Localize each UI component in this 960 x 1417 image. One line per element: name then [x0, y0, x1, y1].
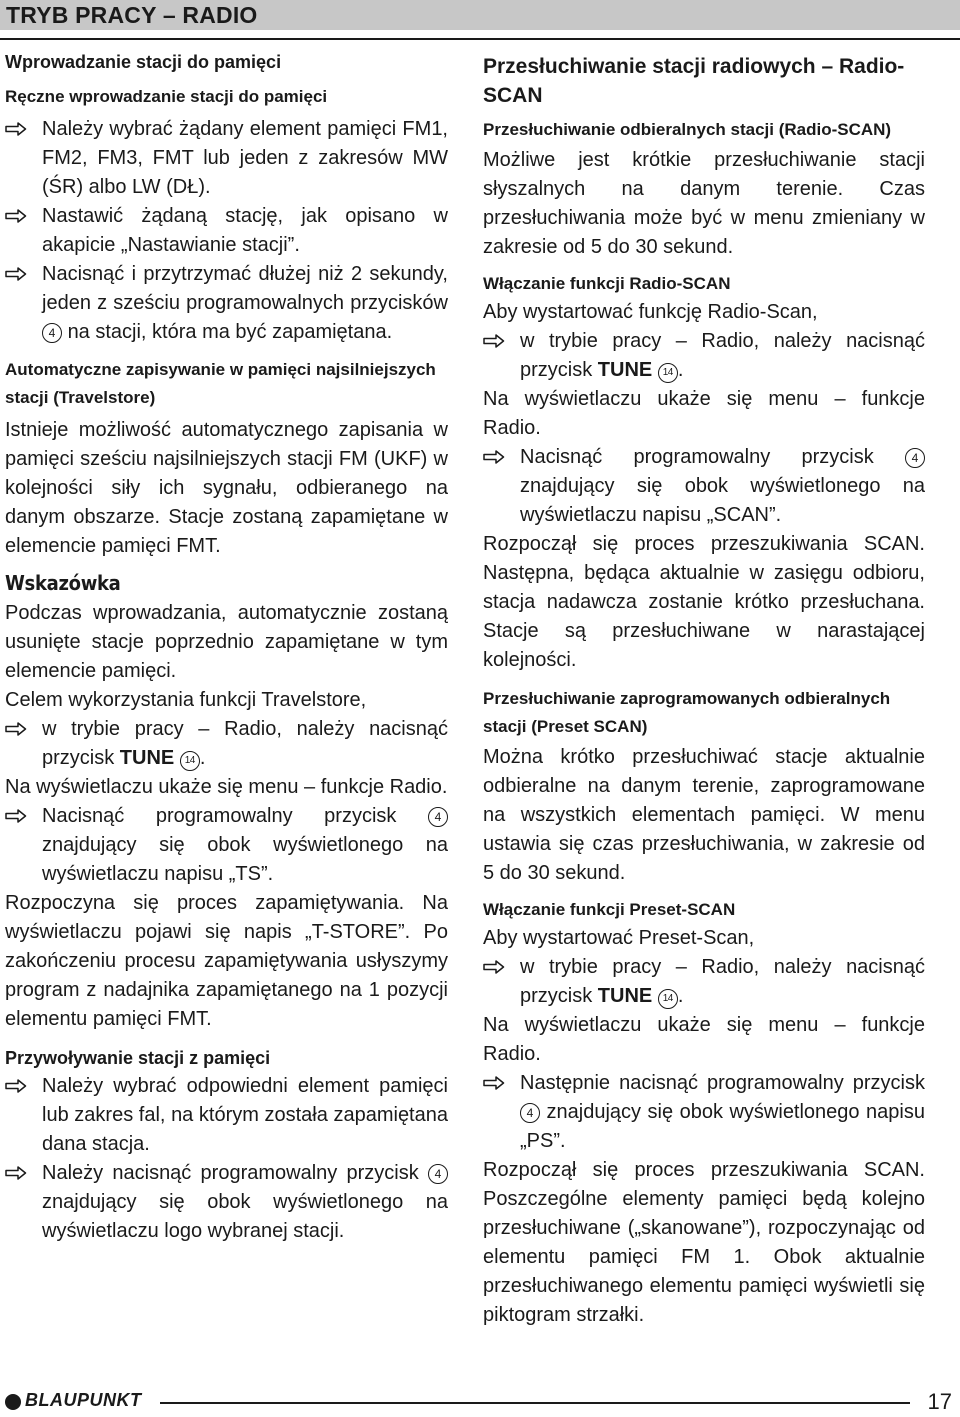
heading-travelstore: Automatyczne zapisywanie w pamięci najsilniejszych stacji (Travelstore) — [5, 360, 436, 407]
bullet-text: Nastawić żądaną stację, jak opisano w akapicie „Nastawianie stacji”. — [42, 205, 448, 256]
brand-logo: BLAUPUNKT — [25, 1390, 142, 1410]
heading-manual-storing: Ręczne wprowadzanie stacji do pamięci — [5, 87, 328, 106]
footer-rule — [160, 1402, 910, 1404]
paragraph: Aby wystartować funkcję Radio-Scan, — [483, 301, 818, 323]
softkey-ref: 4 — [905, 448, 925, 468]
arrow-right-icon — [5, 809, 27, 823]
bullet-text: w trybie pracy – Radio, należy nacisnąć przycisk — [520, 330, 925, 381]
paragraph: Celem wykorzystania funkcji Travelstore, — [5, 689, 367, 711]
heading-preset-scan: Przesłuchiwanie zaprogramowanych odbieralnych stacji (Preset SCAN) — [483, 689, 891, 736]
bullet-item — [5, 1159, 448, 1246]
paragraph: Rozpoczął się proces przeszukiwania SCAN. Poszczególne elementy pamięci będą kolejno przesłuchiwane („skanowane”), rozpoczynając od elementu pamięci FM 1. Obok aktualnie przesłuchiwanego elementu pamięci wyświetli się piktogram strzałki. — [483, 1159, 925, 1326]
bullet-text: znajdujący się obok wyświetlonego na wyświetlaczu napisu „TS”. — [42, 834, 448, 885]
arrow-right-icon — [483, 334, 505, 348]
bullet-text: w trybie pracy – Radio, należy nacisnąć przycisk — [42, 718, 448, 769]
bullet-item: w trybie pracy – Radio, należy nacisnąć przycisk TUNE 14 . — [5, 715, 448, 773]
softkey-ref: 4 — [520, 1103, 540, 1123]
softkey-ref: 4 — [42, 323, 62, 343]
tune-label: TUNE — [597, 985, 653, 1007]
paragraph: Rozpoczął się proces przeszukiwania SCAN. Następna, będąca aktualnie w zasięgu odbioru, stacja nadawcza zostanie krótko przesłuchana. Stacje są przesłuchiwane w narastającej kolejności. — [483, 533, 925, 671]
paragraph: Możliwe jest krótkie przesłuchiwanie stacji słyszalnych na danym terenie. Czas przesłuchiwania może być w menu zmieniany w zakresie od 5 do 30 sekund. — [483, 149, 925, 258]
note-heading: Wskazówka — [5, 571, 121, 595]
tune-key-ref: 14 — [658, 363, 678, 383]
bullet-item — [5, 202, 448, 260]
arrow-right-icon — [483, 450, 505, 464]
tune-label: TUNE — [119, 747, 175, 769]
heading-preset-scan-on: Włączanie funkcji Preset-SCAN — [483, 900, 736, 919]
bullet-text: Nacisnąć programowalny przycisk — [520, 446, 874, 468]
bullet-text: znajdujący się obok wyświetlonego na wyświetlaczu logo wybranej stacji. — [42, 1191, 448, 1242]
paragraph: Rozpoczyna się proces zapamiętywania. Na wyświetlaczu pojawi się napis „T-STORE”. Po zakończeniu procesu zapamiętywania usłyszymy program z nadajnika zapamiętanego na 1 pozycji elementu pamięci FMT. — [5, 892, 448, 1030]
bullet-text: Należy wybrać żądany element pamięci FM1, FM2, FM3, FMT lub jeden z zakresów MW (ŚR) albo LW (DŁ). — [42, 118, 448, 198]
bullet-item — [5, 260, 448, 347]
bullet-item: w trybie pracy – Radio, należy nacisnąć przycisk TUNE 14 . — [483, 953, 925, 1011]
bullet-text: znajdujący się obok wyświetlonego na wyświetlaczu napisu „SCAN”. — [520, 475, 925, 526]
bullet-item — [483, 443, 925, 530]
paragraph: Na wyświetlaczu ukaże się menu – funkcje Radio. — [483, 388, 925, 439]
bullet-item — [483, 1069, 925, 1156]
heading-recall: Przywoływanie stacji z pamięci — [5, 1048, 271, 1068]
paragraph: Istnieje możliwość automatycznego zapisania w pamięci sześciu najsilniejszych stacji FM (UKF) w kolejności siły ich sygnału, odbieranego na danym obszarze. Stacje zostaną zapamiętane w elemencie pamięci FMT. — [5, 419, 448, 557]
bullet-text: Następnie nacisnąć programowalny przycisk — [520, 1072, 925, 1094]
tune-key-ref: 14 — [180, 751, 200, 771]
bullet-item — [5, 802, 448, 889]
bullet-item — [5, 115, 448, 202]
bullet-text: Należy wybrać odpowiedni element pamięci lub zakres fal, na którym została zapamiętana dana stacja. — [42, 1075, 448, 1155]
arrow-right-icon — [5, 267, 27, 281]
arrow-right-icon — [5, 722, 27, 736]
paragraph: Można krótko przesłuchiwać stacje aktualnie odbieralne na danym terenie, zaprogramowane na wszystkich elementach pamięci. W menu ustawia się czas przesłuchiwania, w zakresie od 5 do 30 sekund. — [483, 746, 925, 884]
heading-storing: Wprowadzanie stacji do pamięci — [5, 52, 282, 72]
tune-key-ref: 14 — [658, 989, 678, 1009]
heading-radio-scan-on: Włączanie funkcji Radio-SCAN — [483, 274, 731, 293]
softkey-ref: 4 — [428, 1164, 448, 1184]
page-header-title: TRYB PRACY – RADIO — [6, 2, 258, 28]
bullet-text: Nacisnąć programowalny przycisk — [42, 805, 397, 827]
bullet-text: znajdujący się obok wyświetlonego napisu „PS”. — [520, 1101, 925, 1152]
page-number: 17 — [927, 1389, 952, 1414]
paragraph: Podczas wprowadzania, automatycznie zostaną usunięte stacje poprzednio zapamiętane w tym elemencie pamięci. — [5, 602, 448, 682]
bullet-item: w trybie pracy – Radio, należy nacisnąć przycisk TUNE 14 . — [483, 327, 925, 385]
bullet-text: Należy nacisnąć programowalny przycisk — [42, 1162, 419, 1184]
arrow-right-icon — [483, 1076, 505, 1090]
left-column — [5, 40, 448, 1246]
softkey-ref: 4 — [428, 807, 448, 827]
paragraph: Na wyświetlaczu ukaże się menu – funkcje Radio. — [483, 1014, 925, 1065]
right-column — [483, 40, 925, 1330]
arrow-right-icon — [483, 960, 505, 974]
bullet-text: na stacji, która ma być zapamiętana. — [67, 321, 393, 343]
blaupunkt-logo-icon — [5, 1394, 21, 1410]
arrow-right-icon — [5, 209, 27, 223]
arrow-right-icon — [5, 1166, 27, 1180]
bullet-text: w trybie pracy – Radio, należy nacisnąć przycisk — [520, 956, 925, 1007]
arrow-right-icon — [5, 122, 27, 136]
paragraph: Aby wystartować Preset-Scan, — [483, 927, 755, 949]
heading-radio-scan-sub: Przesłuchiwanie odbieralnych stacji (Radio-SCAN) — [483, 120, 892, 139]
arrow-right-icon — [5, 1079, 27, 1093]
bullet-item — [5, 1072, 448, 1159]
paragraph: Na wyświetlaczu ukaże się menu – funkcje Radio. — [5, 776, 448, 798]
heading-radio-scan: Przesłuchiwanie stacji radiowych – Radio-SCAN — [483, 55, 905, 107]
bullet-text: Nacisnąć i przytrzymać dłużej niż 2 sekundy, jeden z sześciu programowalnych przycisków — [42, 263, 448, 314]
tune-label: TUNE — [597, 359, 653, 381]
